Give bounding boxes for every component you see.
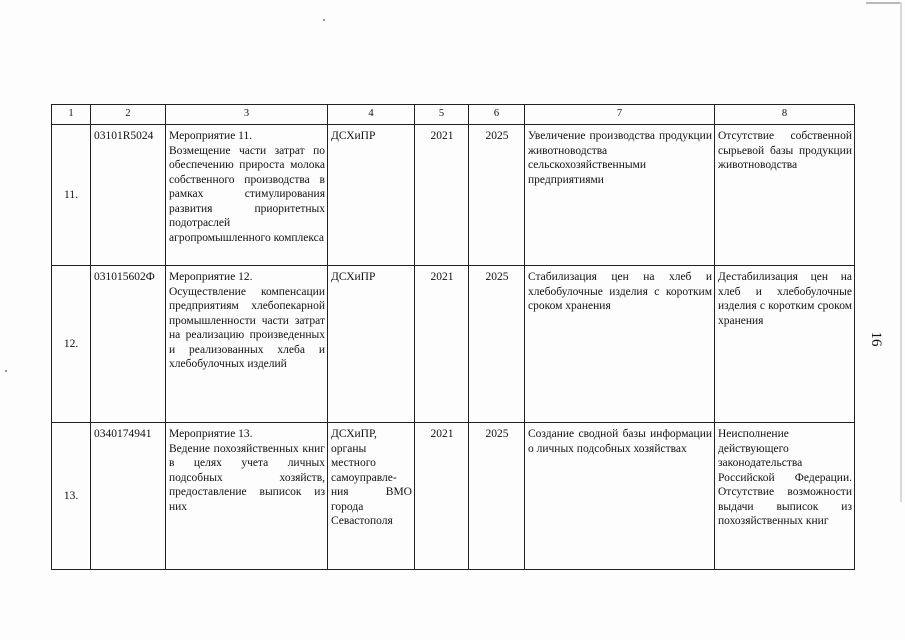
header-col-2: 2	[91, 105, 166, 125]
end-year: 2025	[469, 423, 525, 570]
table-row	[52, 266, 855, 423]
measure-description: Осуществление компенсации предприятиям хлебопекарной промышленности части затрат на реализацию произведенных и реализованных хлеба и хлебобулочных изделий	[169, 285, 325, 370]
budget-code: 03101R5024	[91, 125, 166, 266]
expected-result: Создание сводной базы информации о личных подсобных хозяйствах	[525, 423, 715, 570]
end-year: 2025	[469, 125, 525, 266]
non-implementation-consequence: Отсутствие собственной сырьевой базы продукции животноводства	[715, 125, 855, 266]
non-implementation-consequence: Дестабилизация цен на хлеб и хлебобулочные изделия с коротким сроком хранения	[715, 266, 855, 423]
expected-result: Увеличение производства продукции животноводства сельскохозяйственными предприятиями	[525, 125, 715, 266]
header-col-1: 1	[52, 105, 91, 125]
measure-cell	[166, 423, 328, 570]
measure-title: Мероприятие 13.	[169, 428, 253, 440]
start-year: 2021	[415, 125, 469, 266]
row-number: 11.	[52, 125, 91, 266]
page-number: 16	[868, 331, 884, 347]
row-number: 13.	[52, 423, 91, 570]
budget-code: 0340174941	[91, 423, 166, 570]
executor: ДСХиПР	[328, 125, 415, 266]
row-number: 12.	[52, 266, 91, 423]
start-year: 2021	[415, 423, 469, 570]
executor: ДСХиПР, органы местного самоуправле-ния ВМО города Севастополя	[328, 423, 415, 570]
header-col-7: 7	[525, 105, 715, 125]
scan-speck	[5, 370, 7, 372]
executor: ДСХиПР	[328, 266, 415, 423]
scan-speck	[323, 19, 325, 21]
header-col-8: 8	[715, 105, 855, 125]
measure-cell	[166, 266, 328, 423]
measure-description: Возмещение части затрат по обеспечению прироста молока собственного производства в рамках стимулирования развития приоритетных подотраслей агропромышленного комплекса	[169, 144, 325, 244]
measure-cell	[166, 125, 328, 266]
header-col-5: 5	[415, 105, 469, 125]
expected-result: Стабилизация цен на хлеб и хлебобулочные изделия с коротким сроком хранения	[525, 266, 715, 423]
measure-title: Мероприятие 12.	[169, 271, 253, 283]
start-year: 2021	[415, 266, 469, 423]
header-col-3: 3	[166, 105, 328, 125]
end-year: 2025	[469, 266, 525, 423]
scan-edge-top	[866, 2, 900, 4]
scan-edge-right	[900, 2, 902, 502]
program-measures-table	[51, 104, 855, 570]
budget-code: 031015602Ф	[91, 266, 166, 423]
table-row	[52, 125, 855, 266]
header-col-6: 6	[469, 105, 525, 125]
measure-description: Ведение похозяйственных книг в целях учета личных подсобных хозяйств, предоставление выписок из них	[169, 442, 325, 513]
non-implementation-consequence: Неисполнение действующего законодательства Российской Федерации. Отсутствие возможности выдачи выписок из похозяйственных книг	[715, 423, 855, 570]
header-col-4: 4	[328, 105, 415, 125]
column-number-header-row	[52, 105, 855, 125]
table-row	[52, 423, 855, 570]
measure-title: Мероприятие 11.	[169, 130, 253, 142]
